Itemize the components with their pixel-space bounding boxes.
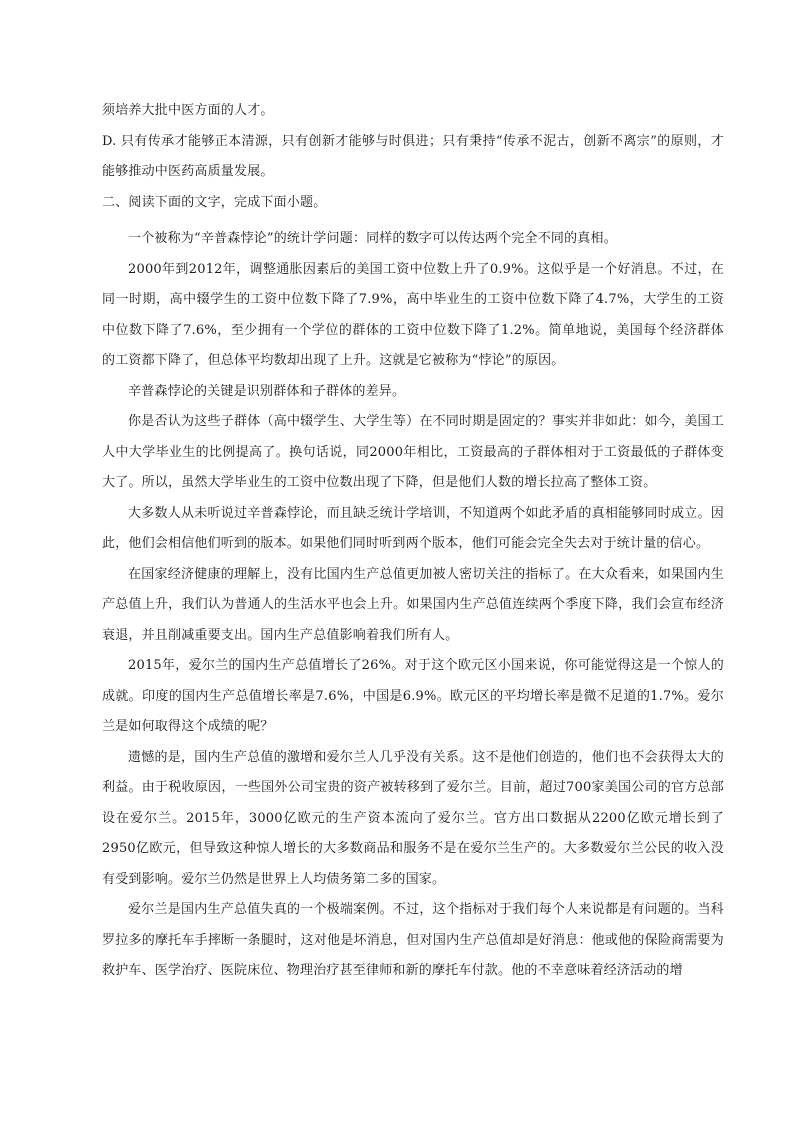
passage-paragraph: 一个被称为“辛普森悖论”的统计学问题：同样的数字可以传达两个完全不同的真相。 — [128, 231, 617, 246]
passage-paragraph: 爱尔兰是国内生产总值失真的一个极端案例。不过，这个指标对于我们每个人来说都是有问题的。当科罗拉多的摩托车手摔断一条腿时，这对他是坏消息，但对国内生产总值却是好消息：他或他的保险商需要为救护车、医学治疗、医院床位、物理治疗甚至律师和新的摩托车付款。他的不幸意味着经济活动的增 — [102, 902, 724, 978]
passage-paragraph: 在国家经济健康的理解上，没有比国内生产总值更加被人密切关注的指标了。在大众看来，如果国内生产总值上升，我们认为普通人的生活水平也会上升。如果国内生产总值连续两个季度下降，我们会宣布经济衰退，并且削减重要支出。国内生产总值影响着我们所有人。 — [102, 566, 724, 643]
passage-paragraph: 大多数人从未听说过辛普森悖论，而且缺乏统计学培训，不知道两个如此矛盾的真相能够同时成立。因此，他们会相信他们听到的版本。如果他们同时听到两个版本，他们可能会完全失去对于统计量的信心。 — [102, 505, 724, 551]
passage-paragraph: 你是否认为这些子群体（高中辍学生、大学生等）在不同时期是固定的？事实并非如此：如今，美国工人中大学毕业生的比例提高了。换句话说，同2000年相比，工资最高的子群体相对于工资最低的子群体变大了。所以，虽然大学毕业生的工资中位数出现了下降，但是他们人数的增长拉高了整体工资。 — [102, 414, 724, 490]
question-continuation — [102, 96, 724, 218]
option-d: D. 只有传承才能够正本清源，只有创新才能够与时俱进；只有秉持“传承不泥古，创新不离宗”的原则，才能够推动中医药高质量发展。 — [102, 133, 724, 179]
previous-option-tail: 须培养大批中医方面的人才。 — [102, 103, 274, 118]
passage-paragraph: 2015年，爱尔兰的国内生产总值增长了26%。对于这个欧元区小国来说，你可能觉得这是一个惊人的成就。印度的国内生产总值增长率是7.6%，中国是6.9%。欧元区的平均增长率是微不足道的1.7%。爱尔兰是如何取得这个成绩的呢？ — [102, 658, 724, 734]
passage-paragraph: 遗憾的是，国内生产总值的激增和爱尔兰人几乎没有关系。这不是他们创造的，他们也不会获得太大的利益。由于税收原因，一些国外公司宝贵的资产被转移到了爱尔兰。目前，超过700家美国公司的官方总部设在爱尔兰。2015年，3000亿欧元的生产资本流向了爱尔兰。官方出口数据从2200亿欧元增长到了2950亿欧元，但导致这种惊人增长的大多数商品和服务不是在爱尔兰生产的。大多数爱尔兰公民的收入没有受到影响。爱尔兰仍然是世界上人均债务第二多的国家。 — [102, 749, 724, 887]
reading-passage — [102, 224, 724, 987]
passage-paragraph: 2000年到2012年，调整通胀因素后的美国工资中位数上升了0.9%。这似乎是一个好消息。不过，在同一时期，高中辍学生的工资中位数下降了7.9%，高中毕业生的工资中位数下降了4.7%，大学生的工资中位数下降了7.6%，至少拥有一个学位的群体的工资中位数下降了1.2%。简单地说，美国每个经济群体的工资都下降了，但总体平均数却出现了上升。这就是它被称为“悖论”的原因。 — [102, 261, 724, 368]
passage-paragraph: 辛普森悖论的关键是识别群体和子群体的差异。 — [128, 383, 406, 399]
section-heading: 二、阅读下面的文字，完成下面小题。 — [102, 194, 327, 210]
